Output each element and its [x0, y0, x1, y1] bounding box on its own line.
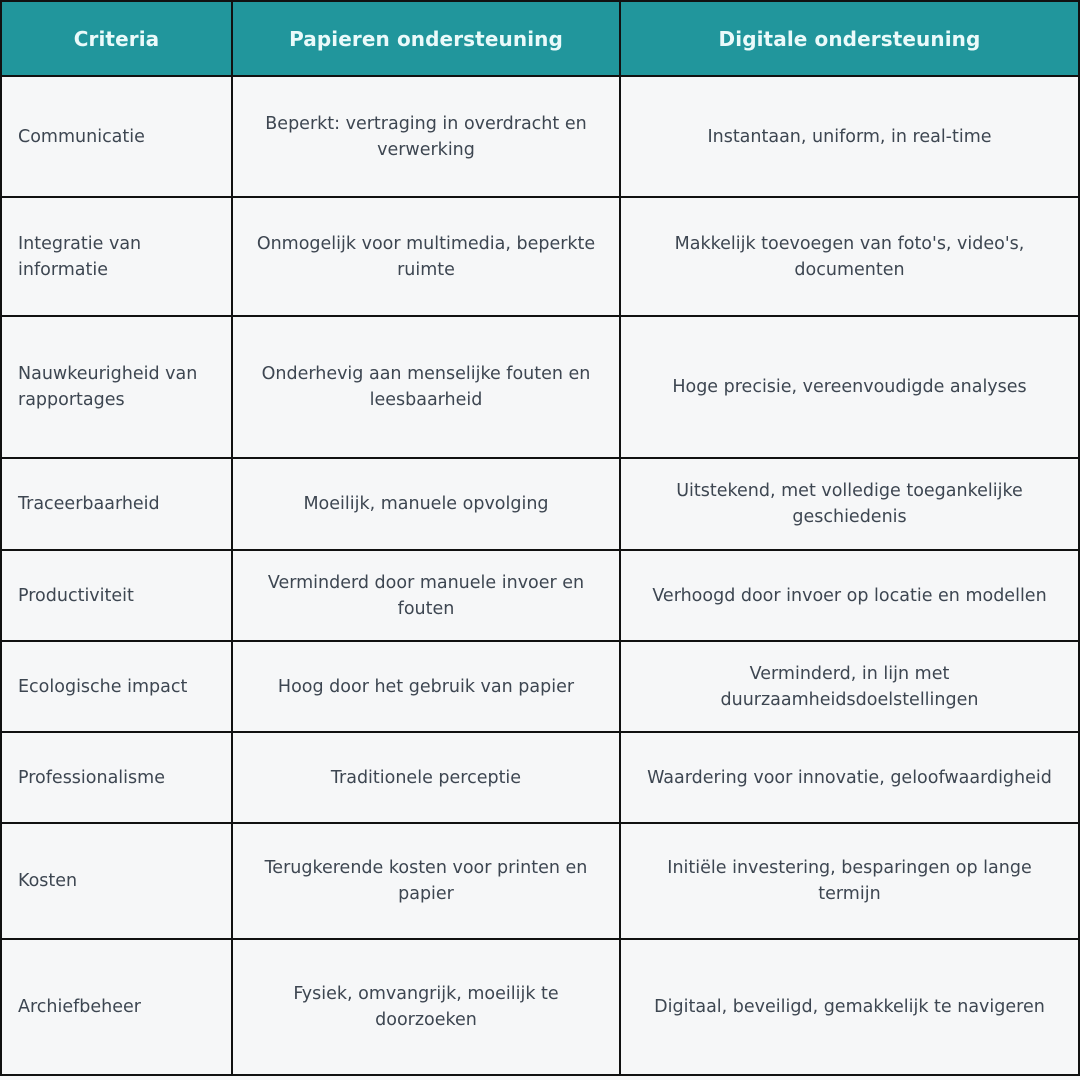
digitaal-cell: Digitaal, beveiligd, gemakkelijk te navigeren — [621, 940, 1078, 1074]
criteria-cell: Kosten — [2, 824, 233, 940]
digitaal-cell: Uitstekend, met volledige toegankelijke geschiedenis — [621, 459, 1078, 551]
criteria-cell: Professionalisme — [2, 733, 233, 824]
digitaal-cell: Makkelijk toevoegen van foto's, video's, documenten — [621, 198, 1078, 317]
header-digitale-ondersteuning: Digitale ondersteuning — [621, 2, 1078, 77]
papier-cell: Terugkerende kosten voor printen en papier — [233, 824, 621, 940]
digitaal-cell: Verminderd, in lijn met duurzaamheidsdoelstellingen — [621, 642, 1078, 733]
criteria-cell: Nauwkeurigheid van rapportages — [2, 317, 233, 459]
criteria-cell: Traceerbaarheid — [2, 459, 233, 551]
papier-cell: Traditionele perceptie — [233, 733, 621, 824]
papier-cell: Onmogelijk voor multimedia, beperkte ruimte — [233, 198, 621, 317]
criteria-cell: Archiefbeheer — [2, 940, 233, 1074]
digitaal-cell: Waardering voor innovatie, geloofwaardigheid — [621, 733, 1078, 824]
criteria-cell: Ecologische impact — [2, 642, 233, 733]
criteria-cell: Integratie van informatie — [2, 198, 233, 317]
criteria-cell: Productiviteit — [2, 551, 233, 642]
papier-cell: Verminderd door manuele invoer en fouten — [233, 551, 621, 642]
header-papieren-ondersteuning: Papieren ondersteuning — [233, 2, 621, 77]
digitaal-cell: Initiële investering, besparingen op lange termijn — [621, 824, 1078, 940]
digitaal-cell: Verhoogd door invoer op locatie en modellen — [621, 551, 1078, 642]
papier-cell: Fysiek, omvangrijk, moeilijk te doorzoeken — [233, 940, 621, 1074]
digitaal-cell: Instantaan, uniform, in real-time — [621, 77, 1078, 198]
criteria-cell: Communicatie — [2, 77, 233, 198]
papier-cell: Onderhevig aan menselijke fouten en leesbaarheid — [233, 317, 621, 459]
header-criteria: Criteria — [2, 2, 233, 77]
papier-cell: Moeilijk, manuele opvolging — [233, 459, 621, 551]
papier-cell: Beperkt: vertraging in overdracht en verwerking — [233, 77, 621, 198]
digitaal-cell: Hoge precisie, vereenvoudigde analyses — [621, 317, 1078, 459]
papier-cell: Hoog door het gebruik van papier — [233, 642, 621, 733]
